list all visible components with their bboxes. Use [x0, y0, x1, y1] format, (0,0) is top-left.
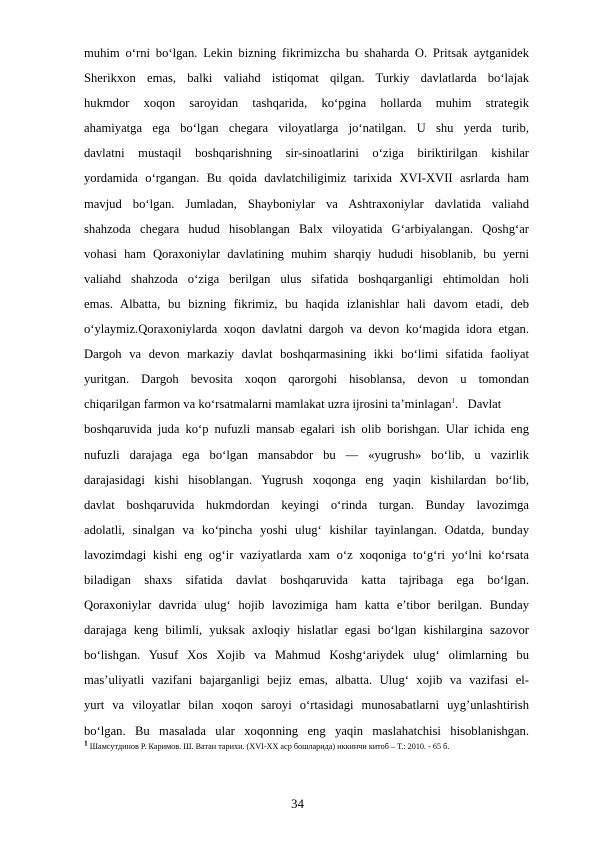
footnote-marker: 1 [84, 737, 88, 747]
text-line: biladigan shaxs sifatida davlat boshqaruvida katta tajribaga ega bo‘lgan. [84, 572, 529, 587]
page-number: 34 [291, 796, 304, 811]
text-line: valiahd shahzoda o‘ziga berilgan ulus sifatida boshqarganligi ehtimoldan holi [84, 271, 529, 286]
text-line: lavozimdagi kishi eng og‘ir vaziyatlarda xam o‘z xoqoniga to‘g‘ri yo‘lni ko‘rsata [84, 547, 529, 562]
document-body [84, 41, 529, 752]
text-line-segment: chiqarilgan farmon va ko‘rsatmalarni mamlakat uzra ijrosini ta’minlagan [84, 397, 452, 412]
text-line: bo‘lishgan. Yusuf Xos Xojib va Mahmud Koshg‘ariydek ulug‘ olimlarning bu [84, 648, 529, 663]
text-line: hukmdor xoqon saroyidan tashqarida, ko‘pgina hollarda muhim strategik [84, 96, 529, 111]
text-line: Dargoh va devon markaziy davlat boshqarmasining ikki bo‘limi sifatida faoliyat [84, 347, 529, 362]
text-line: boshqaruvida juda ko‘p nufuzli mansab egalari ish olib borishgan. Ular ichida eng [84, 422, 529, 437]
text-line: darajasidagi kishi hisoblangan. Yugrush xoqonga eng yaqin kishilardan bo‘lib, [84, 472, 529, 487]
text-line: darajaga keng bilimli, yuksak axloqiy hislatlar egasi bo‘lgan kishilargina sazovor [84, 623, 529, 638]
text-line: Sherikxon emas, balki valiahd istiqomat qilgan. Turkiy davlatlarda bo‘lajak [84, 71, 529, 86]
text-line: yordamida o‘rgangan. Bu qoida davlatchiligimiz tarixida XVI-XVII asrlarda ham [84, 171, 529, 186]
text-line-with-footnote: chiqarilgan farmon va ko‘rsatmalarni mamlakat uzra ijrosini ta’minlagan$^1$. Davlat [84, 397, 502, 412]
text-line: mavjud bo‘lgan. Jumladan, Shayboniylar va Ashtraxoniylar davlatida valiahd [84, 196, 529, 211]
text-line: vohasi ham Qoraxoniylar davlatining muhim sharqiy hududi hisoblanib, bu yerni [84, 246, 529, 261]
footnote-reference[interactable]: 1 [451, 397, 456, 406]
text-line: muhim o‘rni bo‘lgan. Lekin bizning fikrimizcha bu shaharda O. Pritsak aytganidek [84, 46, 529, 60]
text-line: Qoraxoniylar davrida ulug‘ hojib lavozimiga ham katta e’tibor berilgan. Bunday [84, 598, 529, 613]
text-line: davlatni mustaqil boshqarishning sir-sinoatlarini o‘ziga biriktirilgan kishilar [84, 146, 529, 161]
text-line: shahzoda chegara hudud hisoblangan Balx viloyatida G‘arbiyalangan. Qoshg‘ar [84, 221, 529, 236]
text-line: nufuzli darajaga ega bo‘lgan mansabdor bu — «yugrush» bo‘lib, u vazirlik [84, 447, 529, 462]
text-line: mas’uliyatli vazifani bajarganligi bejiz emas, albatta. Ulug‘ xojib va vazifasi el- [84, 673, 529, 688]
text-line: adolatli, sinalgan va ko‘pincha yoshi ulug‘ kishilar tayinlangan. Odatda, bunday [84, 522, 529, 537]
text-line: yuritgan. Dargoh bevosita xoqon qarorgohi hisoblansa, devon u tomondan [84, 372, 529, 387]
text-line: emas. Albatta, bu bizning fikrimiz, bu haqida izlanishlar hali davom etadi, deb [84, 296, 529, 311]
text-line: davlat boshqaruvida hukmdordan keyingi o‘rinda turgan. Bunday lavozimga [84, 497, 529, 512]
text-line: ahamiyatga ega bo‘lgan chegara viloyatlarga jo‘natilgan. U shu yerda turib, [84, 121, 529, 136]
text-line: bo‘lgan. Bu masalada ular xoqonning eng yaqin maslahatchisi hisoblanishgan. [84, 723, 529, 738]
text-line: yurt va viloyatlar bilan xoqon saroyi o‘rtasidagi munosabatlarni uyg’unlashtirish [84, 698, 529, 713]
text-line-segment: Davlat [467, 397, 502, 412]
text-line: o‘ylaymiz.Qoraxoniylarda xoqon davlatni dargoh va devon ko‘magida idora etgan. [84, 322, 529, 337]
footnote-text: Шамсутдинов Р. Каримов. Ш. Ватан тарихи. (XVI-XX аср бошларида) иккинчи китоб – Т.: 2010. - 65 б. [89, 741, 450, 751]
